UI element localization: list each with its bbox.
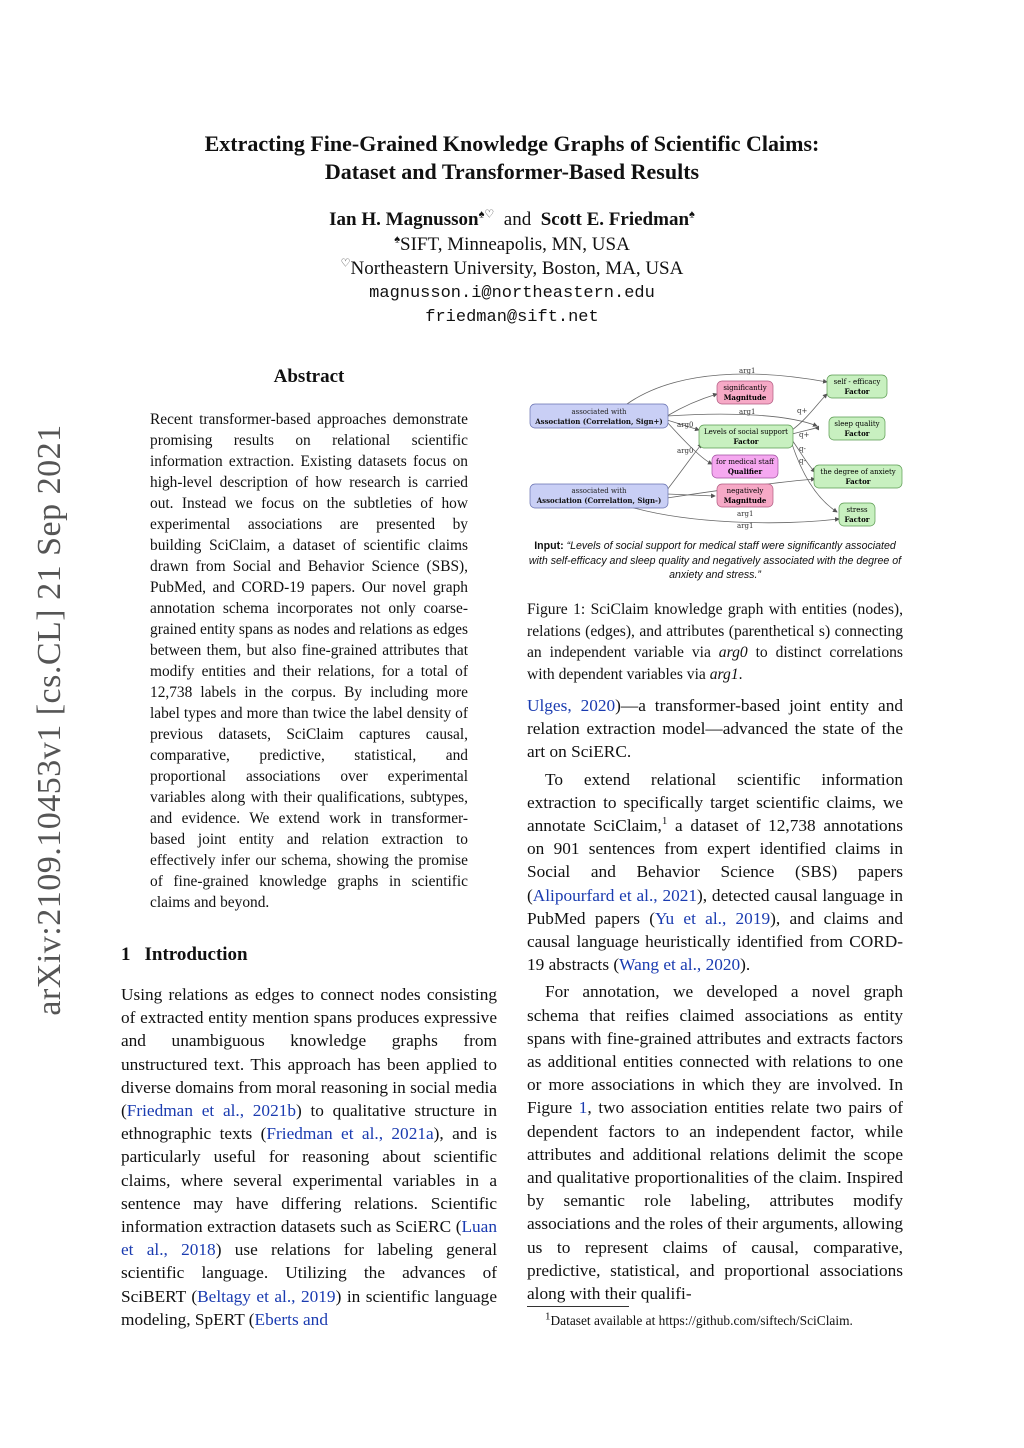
abstract-heading: Abstract [273,366,345,387]
citation-alipourfard-2021[interactable]: Alipourfard et al., 2021 [532,885,698,905]
affiliation-1 [120,233,904,258]
edge-label-arg1-bottom: arg1 [737,522,754,530]
node-assoc2-line2: Association (Correlation, Sign-) [536,496,662,505]
right-paragraph-3 [527,980,903,1305]
footnote-1-text: Dataset available at https://github.com/siftech/SciClaim. [550,1313,853,1328]
section-heading-introduction [121,944,262,966]
author-2-marks: ♠ [689,208,695,221]
right-paragraph-2 [527,768,903,977]
author-block [120,208,904,331]
paper-title [120,130,904,186]
edge-label-qminus-2: q- [799,457,806,465]
right-p2-text-2: a dataset of 12,738 annotations on 901 sentences from expert identified claims in Social and Behavior Science (SBS) papers ( [527,816,903,905]
node-sig-line1: significantly [723,384,767,392]
intro-paragraph [121,983,497,1331]
section-title: Introduction [144,944,248,965]
citation-yu-2019[interactable]: Yu et al., 2019 [654,908,771,928]
node-assoc1-line2: Association (Correlation, Sign+) [535,417,663,426]
affiliation-2 [120,257,904,282]
node-medical-line1: for medical staff [716,458,774,466]
abstract-text: Recent transformer-based approaches demonstrate promising results on relational scientific information extraction. Existing datasets focus on high-level description of how research is carried out. Instead we focus on the subtleties of how experimental associations are presented by building SciClaim, a dataset of scientific claims drawn from Social and Behavior Science (SBS), PubMed, and CORD-19 papers. Our novel graph annotation schema incorporates not only coarse-grained entity spans as nodes and relations as edges between them, but also fine-grained attributes that modify entities and their relations, for a total of 12,738 labels in the corpus. By including more label types and more than twice the label density of previous datasets, SciClaim captures causal, comparative, predictive, statistical, and proportional associations over experimental variables along with their qualifications, subtypes, and evidence. We extend work in transformer-based joint entity and relation extraction to effectively infer our schema, showing the promise of fine-grained knowledge graphs in scientific claims and beyond. [150,411,468,911]
affiliation-2-text: Northeastern University, Boston, MA, USA [350,258,684,279]
citation-friedman-2021b[interactable]: Friedman et al., 2021b [126,1101,296,1121]
caption-text-1: Figure 1: SciClaim knowledge graph with entities (nodes), relations (edges), and attributes (parenthetical s) connecting an independent variable via [527,601,903,661]
right-p2-text-5: ). [740,955,751,975]
arxiv-id: arXiv:2109.10453v1 [cs.CL] 21 Sep 2021 [31,424,68,1016]
author-names [120,208,904,233]
edge-label-qplus-1: q+ [797,407,808,415]
figure-1-reference[interactable]: 1 [578,1098,588,1118]
node-medical-qualifier [712,455,778,478]
edge-label-arg1-low: arg1 [737,510,754,518]
edge-label-arg1-top: arg1 [739,367,756,375]
node-assoc1-line1: associated with [571,408,627,416]
author-1: Ian H. Magnusson [329,209,479,230]
footnote-rule [527,1306,629,1307]
citation-beltagy-2019[interactable]: Beltagy et al., 2019 [197,1286,336,1306]
node-stress-factor [839,503,875,526]
graph-nodes [530,375,902,526]
node-association-negative [530,484,668,508]
citation-ulges-2020[interactable]: Ulges, 2020 [527,696,616,715]
footnote-1-mark: 1 [545,1310,551,1323]
edge-assoc2-stress [627,506,839,523]
figure-input-sentence [527,539,903,583]
author-1-marks: ♠♡ [478,208,495,221]
node-neg-line2: Magnitude [723,496,767,505]
node-assoc2-line1: associated with [571,487,627,495]
node-stress-line1: stress [846,506,868,514]
intro-text-1: Using relations as edges to connect nodes consisting of extracted entity mention spans produces expressive and unambiguous knowledge graphs from unstructured text. This approach has been applied to diverse domains from moral reasoning in social media ( [121,985,497,1121]
edge-assoc1-sig [667,394,717,416]
affiliation-1-text: SIFT, Minneapolis, MN, USA [400,233,630,255]
node-negatively-magnitude [717,484,773,507]
caption-arg1: arg1 [709,665,739,683]
title-line-2: Dataset and Transformer-Based Results [324,159,700,184]
right-p3-text-2: , two association entities relate two pairs of dependent factors to an independent factor, while attributes and additional relations delimit the scope and qualitative proportionalities of the claim. Inspired by semantic role labeling, attributes modify associations and the roles of their arguments, allowing us to represent claims of causal, comparative, predictive, statistical, and proportional associations along with their qualifi- [527,1098,903,1304]
node-levels-factor [699,425,793,448]
citation-wang-2020[interactable]: Wang et al., 2020 [619,955,741,975]
email-1[interactable]: magnusson.i@northeastern.edu [369,283,655,303]
edge-label-qminus-1: q- [799,445,806,453]
node-sleep-line2: Factor [844,429,870,438]
footnote-mark-1[interactable]: 1 [661,815,668,828]
citation-luan-2018[interactable]: Luan et al., 2018 [121,1217,497,1260]
section-number: 1 [121,944,131,965]
right-p1-text: )—a transformer-based joint entity and relation extraction model—advanced the state of the art on SciERC. [527,696,903,762]
node-medical-line2: Qualifier [727,467,763,476]
right-p2-text-3: ), detected causal language in PubMed papers ( [527,885,904,928]
citation-friedman-2021a[interactable]: Friedman et al., 2021a [266,1124,434,1144]
footnote-1 [527,1312,903,1330]
intro-text-5: ) in scientific language modeling, SpERT ( [121,1286,497,1329]
edge-label-qplus-2: q+ [799,431,810,439]
figure-input-label: Input: [534,540,564,552]
intro-text-2: ) to qualitative structure in ethnographic texts ( [121,1101,497,1144]
node-significantly-magnitude [717,381,773,404]
author-2: Scott E. Friedman [540,209,690,230]
node-levels-line1: Levels of social support [703,428,789,436]
node-sleep-line1: sleep quality [834,420,880,428]
right-p2-text-1: To extend relational scientific information extraction to specifically target scientific claims, we annotate SciClaim, [527,769,903,836]
intro-text-3: ), and is particularly useful for reasoning about scientific claims, where several experimental variables in a sentence may have differing relations. Scientific information extraction datasets such as SciERC ( [121,1124,498,1237]
node-levels-line2: Factor [733,437,759,446]
right-p3-text-1: For annotation, we developed a novel graph schema that reifies claimed associations as entity spans with fine-grained attributes and extracts factors as additional entities connected with relations to one or more associations in which they are involved. In Figure [527,982,903,1118]
node-anxiety-factor [814,465,902,488]
figure-1-graph [527,364,907,534]
caption-text-2: to distinct correlations with dependent variables via [527,644,904,683]
intro-text [121,983,497,1331]
node-stress-line2: Factor [844,515,870,524]
right-column-body [527,694,903,1305]
citation-eberts-ulges[interactable]: Eberts and [254,1309,328,1329]
node-neg-line1: negatively [726,487,764,495]
node-anxiety-line2: Factor [845,477,871,486]
node-self-line2: Factor [844,387,870,396]
node-self-efficacy-factor [827,375,887,398]
node-association-positive [530,404,668,428]
affiliation-2-mark: ♡ [340,257,351,270]
edge-label-arg1-mid: arg1 [739,408,756,416]
email-2[interactable]: friedman@sift.net [425,308,599,327]
node-anxiety-line1: the degree of anxiety [820,468,896,476]
edge-label-arg0-upper: arg0 [677,421,694,429]
figure-input-text: “Levels of social support for medical staff were significantly associated with self-efficacy and sleep quality and negatively associated with the degree of anxiety and stress.” [528,540,902,581]
title-line-1: Extracting Fine-Grained Knowledge Graphs of Scientific Claims: [204,131,820,156]
caption-arg0: arg0 [718,644,748,661]
caption-text-3: . [738,665,743,683]
affiliation-1-mark: ♠ [394,233,401,246]
node-sleep-quality-factor [829,417,885,440]
node-sig-line2: Magnitude [723,393,767,402]
node-self-line1: self - efficacy [833,378,881,386]
figure-1-caption [527,599,903,685]
edge-label-arg0-lower: arg0 [677,447,694,455]
intro-text-4: ) use relations for labeling general scientific language. Utilizing the advances of SciBERT ( [121,1240,497,1306]
author-and: and [503,209,532,230]
right-paragraph-1 [527,694,903,764]
right-p2-text-4: ), and claims and causal language heuristically identified from CORD-19 abstracts ( [527,908,903,975]
arxiv-sidebar [10,380,90,1060]
